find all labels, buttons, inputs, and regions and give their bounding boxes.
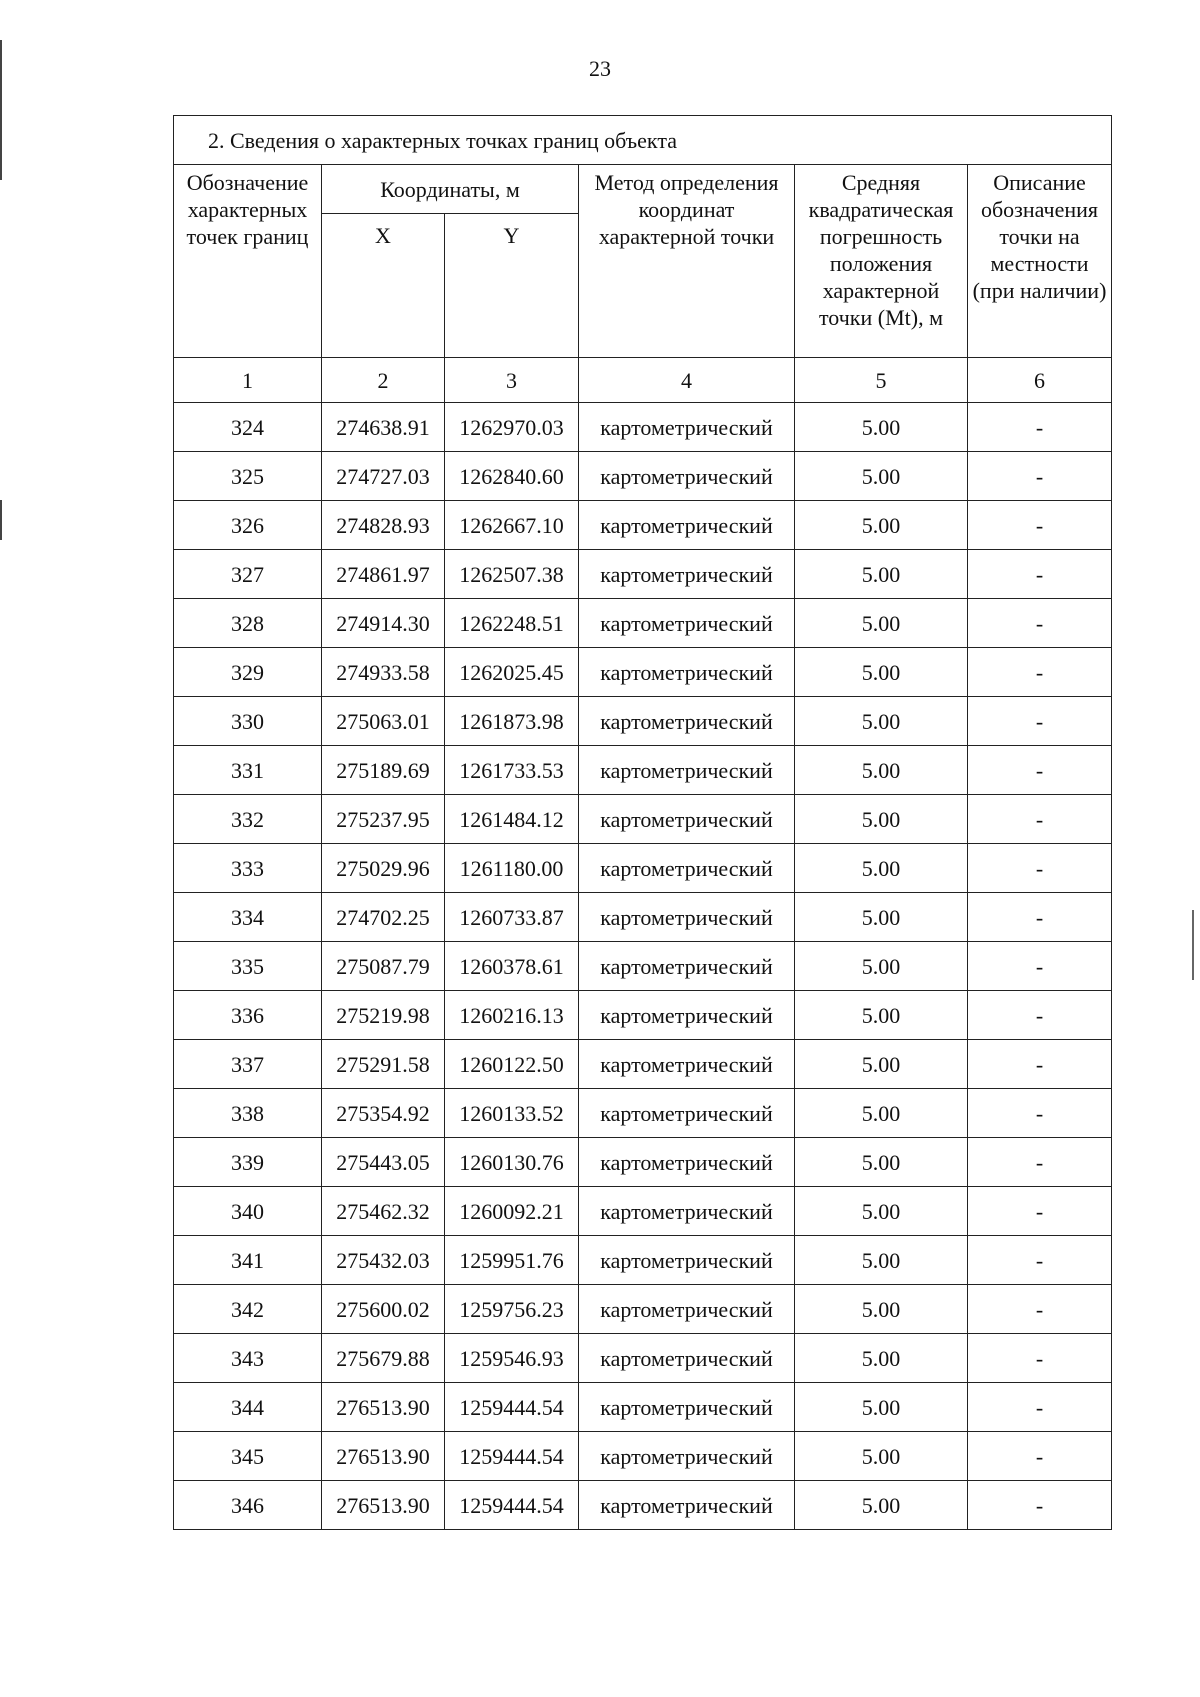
y-coordinate-cell: 1260122.50 (445, 1040, 579, 1089)
description-cell: - (968, 697, 1112, 746)
y-coordinate-cell: 1260133.52 (445, 1089, 579, 1138)
y-coordinate-cell: 1259951.76 (445, 1236, 579, 1285)
method-cell: картометрический (579, 893, 795, 942)
column-number: 5 (795, 358, 968, 403)
description-cell: - (968, 403, 1112, 452)
description-cell: - (968, 550, 1112, 599)
error-cell: 5.00 (795, 1187, 968, 1236)
error-cell: 5.00 (795, 501, 968, 550)
x-coordinate-cell: 275063.01 (322, 697, 445, 746)
method-cell: картометрический (579, 844, 795, 893)
error-cell: 5.00 (795, 648, 968, 697)
table-row (174, 844, 1112, 893)
x-coordinate-cell: 275087.79 (322, 942, 445, 991)
section-title: 2. Сведения о характерных точках границ объекта (174, 116, 1112, 165)
y-coordinate-cell: 1260216.13 (445, 991, 579, 1040)
method-cell: картометрический (579, 697, 795, 746)
point-id-cell: 332 (174, 795, 322, 844)
x-coordinate-cell: 275189.69 (322, 746, 445, 795)
column-number: 1 (174, 358, 322, 403)
error-cell: 5.00 (795, 795, 968, 844)
point-id-cell: 343 (174, 1334, 322, 1383)
y-coordinate-cell: 1259546.93 (445, 1334, 579, 1383)
method-cell: картометрический (579, 501, 795, 550)
error-cell: 5.00 (795, 991, 968, 1040)
y-coordinate-cell: 1260378.61 (445, 942, 579, 991)
table-row (174, 1383, 1112, 1432)
description-cell: - (968, 1040, 1112, 1089)
table-row (174, 599, 1112, 648)
description-cell: - (968, 1334, 1112, 1383)
x-coordinate-cell: 274914.30 (322, 599, 445, 648)
error-cell: 5.00 (795, 1432, 968, 1481)
method-cell: картометрический (579, 648, 795, 697)
description-cell: - (968, 1481, 1112, 1530)
error-cell: 5.00 (795, 844, 968, 893)
point-id-cell: 334 (174, 893, 322, 942)
method-cell: картометрический (579, 1236, 795, 1285)
point-id-cell: 340 (174, 1187, 322, 1236)
y-coordinate-cell: 1259444.54 (445, 1432, 579, 1481)
table-row (174, 893, 1112, 942)
y-coordinate-cell: 1259444.54 (445, 1383, 579, 1432)
x-coordinate-cell: 276513.90 (322, 1432, 445, 1481)
description-cell: - (968, 1187, 1112, 1236)
point-id-cell: 331 (174, 746, 322, 795)
description-cell: - (968, 844, 1112, 893)
column-number: 4 (579, 358, 795, 403)
error-cell: 5.00 (795, 697, 968, 746)
y-coordinate-cell: 1262248.51 (445, 599, 579, 648)
error-cell: 5.00 (795, 893, 968, 942)
header-coordinates: Координаты, м (322, 165, 579, 214)
method-cell: картометрический (579, 1334, 795, 1383)
y-coordinate-cell: 1261484.12 (445, 795, 579, 844)
table-row (174, 1481, 1112, 1530)
method-cell: картометрический (579, 991, 795, 1040)
table-row (174, 1334, 1112, 1383)
method-cell: картометрический (579, 1432, 795, 1481)
table-row (174, 1432, 1112, 1481)
error-cell: 5.00 (795, 746, 968, 795)
error-cell: 5.00 (795, 1481, 968, 1530)
error-cell: 5.00 (795, 1236, 968, 1285)
x-coordinate-cell: 275679.88 (322, 1334, 445, 1383)
y-coordinate-cell: 1260733.87 (445, 893, 579, 942)
header-y: Y (445, 214, 579, 358)
x-coordinate-cell: 276513.90 (322, 1481, 445, 1530)
table-row (174, 1187, 1112, 1236)
point-id-cell: 342 (174, 1285, 322, 1334)
table-row (174, 452, 1112, 501)
description-cell: - (968, 991, 1112, 1040)
point-id-cell: 344 (174, 1383, 322, 1432)
point-id-cell: 324 (174, 403, 322, 452)
x-coordinate-cell: 274727.03 (322, 452, 445, 501)
method-cell: картометрический (579, 1089, 795, 1138)
point-id-cell: 341 (174, 1236, 322, 1285)
description-cell: - (968, 1383, 1112, 1432)
point-id-cell: 345 (174, 1432, 322, 1481)
error-cell: 5.00 (795, 452, 968, 501)
x-coordinate-cell: 275432.03 (322, 1236, 445, 1285)
y-coordinate-cell: 1260092.21 (445, 1187, 579, 1236)
table-row (174, 550, 1112, 599)
point-id-cell: 335 (174, 942, 322, 991)
table-row (174, 942, 1112, 991)
table-row (174, 697, 1112, 746)
column-number: 3 (445, 358, 579, 403)
header-description: Описание обозначения точки на местности (при наличии) (968, 165, 1112, 358)
error-cell: 5.00 (795, 599, 968, 648)
table-row (174, 403, 1112, 452)
point-id-cell: 327 (174, 550, 322, 599)
table-row (174, 648, 1112, 697)
header-error: Средняя квадратическая погрешность положения характерной точки (Mt), м (795, 165, 968, 358)
x-coordinate-cell: 274933.58 (322, 648, 445, 697)
column-number: 6 (968, 358, 1112, 403)
y-coordinate-cell: 1262667.10 (445, 501, 579, 550)
header-designation: Обозначение характерных точек границ (174, 165, 322, 358)
description-cell: - (968, 599, 1112, 648)
point-id-cell: 338 (174, 1089, 322, 1138)
table-row (174, 1138, 1112, 1187)
description-cell: - (968, 501, 1112, 550)
point-id-cell: 330 (174, 697, 322, 746)
x-coordinate-cell: 275600.02 (322, 1285, 445, 1334)
error-cell: 5.00 (795, 1383, 968, 1432)
method-cell: картометрический (579, 1040, 795, 1089)
description-cell: - (968, 1432, 1112, 1481)
x-coordinate-cell: 275354.92 (322, 1089, 445, 1138)
table-row (174, 501, 1112, 550)
description-cell: - (968, 1089, 1112, 1138)
error-cell: 5.00 (795, 1334, 968, 1383)
table-body (174, 403, 1112, 1530)
table-row (174, 1040, 1112, 1089)
description-cell: - (968, 893, 1112, 942)
x-coordinate-cell: 275237.95 (322, 795, 445, 844)
point-id-cell: 325 (174, 452, 322, 501)
error-cell: 5.00 (795, 403, 968, 452)
description-cell: - (968, 648, 1112, 697)
x-coordinate-cell: 276513.90 (322, 1383, 445, 1432)
method-cell: картометрический (579, 1285, 795, 1334)
y-coordinate-cell: 1260130.76 (445, 1138, 579, 1187)
method-cell: картометрический (579, 1138, 795, 1187)
error-cell: 5.00 (795, 1138, 968, 1187)
y-coordinate-cell: 1259444.54 (445, 1481, 579, 1530)
x-coordinate-cell: 275219.98 (322, 991, 445, 1040)
table-row (174, 1285, 1112, 1334)
description-cell: - (968, 1138, 1112, 1187)
method-cell: картометрический (579, 746, 795, 795)
description-cell: - (968, 795, 1112, 844)
error-cell: 5.00 (795, 1040, 968, 1089)
x-coordinate-cell: 275029.96 (322, 844, 445, 893)
y-coordinate-cell: 1262507.38 (445, 550, 579, 599)
point-id-cell: 328 (174, 599, 322, 648)
error-cell: 5.00 (795, 1089, 968, 1138)
point-id-cell: 336 (174, 991, 322, 1040)
column-number: 2 (322, 358, 445, 403)
method-cell: картометрический (579, 599, 795, 648)
point-id-cell: 339 (174, 1138, 322, 1187)
method-cell: картометрический (579, 452, 795, 501)
point-id-cell: 337 (174, 1040, 322, 1089)
error-cell: 5.00 (795, 550, 968, 599)
description-cell: - (968, 746, 1112, 795)
table-row (174, 1089, 1112, 1138)
point-id-cell: 326 (174, 501, 322, 550)
x-coordinate-cell: 274861.97 (322, 550, 445, 599)
description-cell: - (968, 942, 1112, 991)
x-coordinate-cell: 274638.91 (322, 403, 445, 452)
y-coordinate-cell: 1261733.53 (445, 746, 579, 795)
y-coordinate-cell: 1262840.60 (445, 452, 579, 501)
y-coordinate-cell: 1261180.00 (445, 844, 579, 893)
point-id-cell: 333 (174, 844, 322, 893)
point-id-cell: 346 (174, 1481, 322, 1530)
scan-edge-marks (0, 0, 3, 1697)
table-row (174, 991, 1112, 1040)
y-coordinate-cell: 1261873.98 (445, 697, 579, 746)
column-numbers-row (174, 358, 1112, 403)
y-coordinate-cell: 1259756.23 (445, 1285, 579, 1334)
x-coordinate-cell: 275443.05 (322, 1138, 445, 1187)
point-id-cell: 329 (174, 648, 322, 697)
description-cell: - (968, 1285, 1112, 1334)
method-cell: картометрический (579, 403, 795, 452)
y-coordinate-cell: 1262025.45 (445, 648, 579, 697)
y-coordinate-cell: 1262970.03 (445, 403, 579, 452)
method-cell: картометрический (579, 550, 795, 599)
x-coordinate-cell: 275462.32 (322, 1187, 445, 1236)
boundary-points-table (173, 115, 1112, 1530)
description-cell: - (968, 452, 1112, 501)
error-cell: 5.00 (795, 1285, 968, 1334)
header-method: Метод определения координат характерной точки (579, 165, 795, 358)
table-row (174, 746, 1112, 795)
x-coordinate-cell: 274702.25 (322, 893, 445, 942)
x-coordinate-cell: 275291.58 (322, 1040, 445, 1089)
method-cell: картометрический (579, 1481, 795, 1530)
method-cell: картометрический (579, 795, 795, 844)
table-row (174, 1236, 1112, 1285)
x-coordinate-cell: 274828.93 (322, 501, 445, 550)
table-row (174, 795, 1112, 844)
method-cell: картометрический (579, 1383, 795, 1432)
header-x: X (322, 214, 445, 358)
method-cell: картометрический (579, 1187, 795, 1236)
page-number: 23 (589, 56, 611, 81)
method-cell: картометрический (579, 942, 795, 991)
error-cell: 5.00 (795, 942, 968, 991)
description-cell: - (968, 1236, 1112, 1285)
